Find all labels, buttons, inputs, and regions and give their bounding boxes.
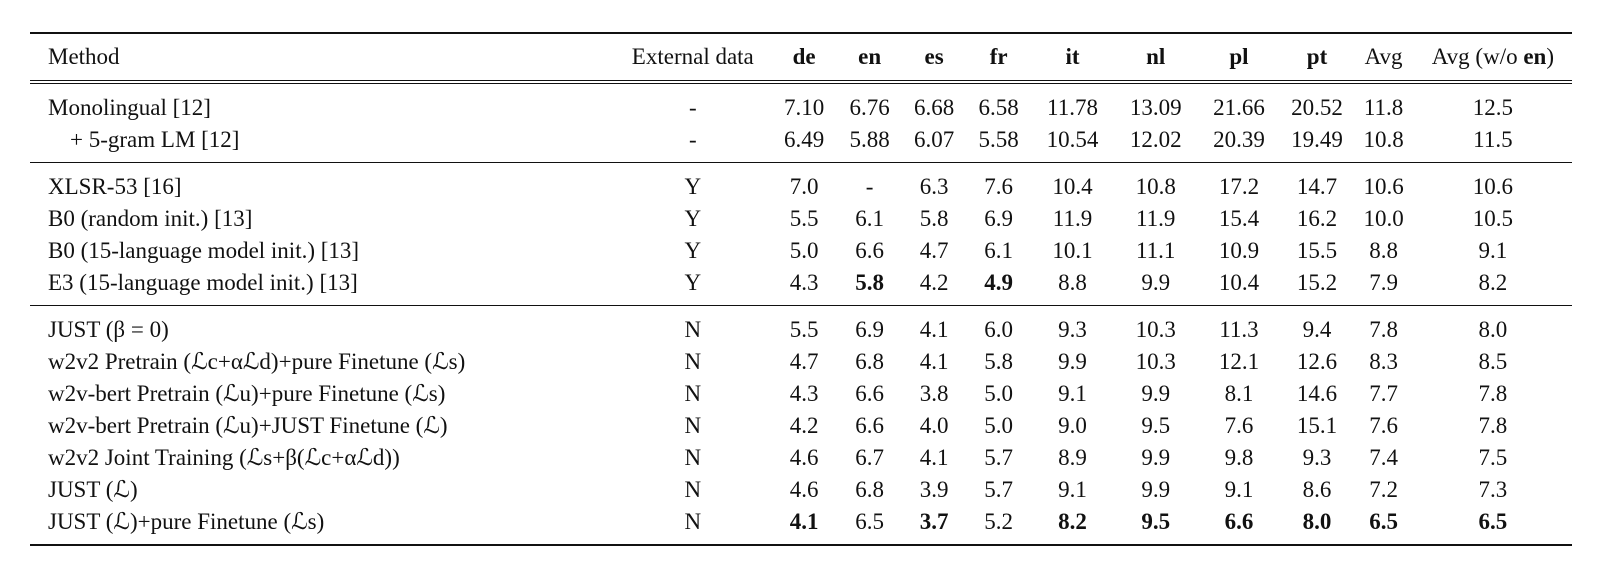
cell-nl: 11.9 [1136,206,1176,231]
cell-nl: 13.09 [1129,95,1182,120]
cell-pl: 6.6 [1197,506,1280,545]
cell-de: 4.1 [771,506,838,545]
cell-method: JUST (β = 0) [30,306,615,347]
cell-it: 11.78 [1047,95,1098,120]
cell-nl: 10.3 [1135,349,1176,374]
cell-pl: 11.3 [1197,306,1280,347]
cell-method: w2v2 Joint Training (ℒs+β(ℒc+αℒd)) [48,445,400,470]
table-row [30,410,1572,442]
cell-avg-wo-en: 10.5 [1472,206,1513,231]
cell-pt: 19.49 [1291,127,1343,152]
cell-pl: 9.8 [1224,445,1254,470]
header-it: it [1065,44,1080,69]
cell-nl: 9.5 [1114,506,1197,545]
cell-avg-wo-en: 7.8 [1478,381,1508,406]
cell-pl: 21.66 [1213,95,1265,120]
cell-pt: 15.5 [1296,238,1338,263]
cell-es: 4.1 [902,306,967,347]
cell-avg-wo-en: 6.5 [1414,506,1572,545]
cell-avg: 7.4 [1369,445,1398,470]
cell-avg: 10.0 [1363,206,1404,231]
cell-es: 6.3 [902,163,967,204]
cell-pt: 14.7 [1281,163,1354,204]
cell-method: B0 (15-language model init.) [13] [48,238,360,263]
cell-avg-wo-en: 8.0 [1414,306,1572,347]
cell-pl: 7.6 [1224,413,1254,438]
cell-fr: 5.2 [966,506,1031,545]
cell-nl: 9.9 [1141,381,1171,406]
header-avg-wo-en [1414,33,1572,82]
cell-pl: 9.1 [1224,477,1254,502]
cell-it: 9.1 [1058,381,1087,406]
header-method: Method [48,44,120,69]
cell-external-data: - [688,95,697,120]
cell-it: 10.1 [1052,238,1093,263]
cell-en: 6.9 [837,306,902,347]
cell-pt: 15.1 [1296,413,1338,438]
cell-de: 4.2 [789,413,819,438]
cell-method: w2v-bert Pretrain (ℒu)+JUST Finetune (ℒ) [48,413,448,438]
header-nl: nl [1146,44,1166,69]
table-row [30,163,1572,204]
cell-fr: 5.7 [984,445,1014,470]
cell-it: 11.9 [1052,206,1093,231]
cell-avg: 7.2 [1369,477,1398,502]
cell-nl: 12.02 [1129,127,1182,152]
cell-pt: 8.0 [1281,506,1354,545]
cell-avg-wo-en: 7.8 [1478,413,1508,438]
cell-pl: 10.4 [1218,270,1260,295]
cell-de: 4.6 [789,445,819,470]
header-de: de [792,44,816,69]
header-avg-wo-en-text: Avg (w/o en) [1431,44,1554,69]
cell-de: 6.49 [783,127,825,152]
cell-fr: 4.9 [984,270,1014,295]
cell-en: 6.8 [855,477,885,502]
cell-fr: 5.0 [984,381,1014,406]
cell-nl: 9.9 [1141,445,1171,470]
cell-es: 3.8 [919,381,949,406]
header-pl: pl [1229,44,1249,69]
cell-avg: 7.6 [1369,413,1398,438]
cell-pt: 12.6 [1296,349,1338,374]
cell-pt: 9.4 [1281,306,1354,347]
cell-pl: 10.9 [1218,238,1260,263]
cell-external-data: Y [684,238,702,263]
cell-avg: 6.5 [1353,506,1413,545]
cell-it: 10.54 [1046,127,1099,152]
cell-external-data: N [615,506,771,545]
cell-external-data: N [615,306,771,347]
cell-it: 8.9 [1058,445,1087,470]
cell-es: 4.2 [919,270,949,295]
cell-en: 6.6 [855,238,885,263]
cell-pt: 15.2 [1296,270,1338,295]
cell-fr: 5.8 [984,349,1014,374]
table-row [30,267,1572,306]
cell-nl: 11.1 [1136,238,1176,263]
cell-avg-wo-en: 12.5 [1472,95,1513,120]
table-header-row [30,33,1572,82]
cell-de: 4.3 [789,270,819,295]
cell-es: 4.1 [919,349,949,374]
cell-it: 8.2 [1031,506,1114,545]
header-avg: Avg [1364,44,1403,69]
cell-it: 8.8 [1058,270,1087,295]
cell-pl: 15.4 [1218,206,1260,231]
cell-en: 6.5 [837,506,902,545]
cell-pt: 9.3 [1302,445,1332,470]
cell-en: 6.8 [855,349,885,374]
cell-method: + 5-gram LM [12] [70,127,240,152]
cell-fr: 6.0 [966,306,1031,347]
cell-fr: 7.6 [966,163,1031,204]
cell-en: 5.8 [855,270,885,295]
cell-fr: 6.58 [978,95,1019,120]
cell-en: 6.6 [855,381,885,406]
cell-avg: 8.8 [1369,238,1398,263]
cell-avg: 10.6 [1353,163,1413,204]
cell-external-data: N [684,381,702,406]
cell-avg: 10.8 [1363,127,1404,152]
header-external-data: External data [631,44,754,69]
results-table-container [30,32,1572,546]
cell-avg: 7.9 [1369,270,1398,295]
cell-it: 9.9 [1058,349,1087,374]
cell-es: 4.1 [919,445,949,470]
cell-pl: 17.2 [1197,163,1280,204]
cell-nl: 9.9 [1141,477,1171,502]
cell-pt: 20.52 [1291,95,1343,120]
cell-de: 7.0 [771,163,838,204]
cell-external-data: - [688,127,697,152]
cell-it: 10.4 [1031,163,1114,204]
cell-de: 7.10 [783,95,825,120]
table-row [30,203,1572,235]
cell-es: 6.07 [914,127,955,152]
results-table [30,32,1572,546]
cell-de: 5.0 [789,238,819,263]
header-pt: pt [1306,44,1328,69]
cell-method: Monolingual [12] [48,95,211,120]
cell-pt: 16.2 [1296,206,1338,231]
cell-pt: 8.6 [1302,477,1332,502]
table-row [30,124,1572,163]
cell-es: 6.68 [914,95,955,120]
cell-avg: 7.8 [1353,306,1413,347]
cell-fr: 5.0 [984,413,1014,438]
cell-fr: 6.9 [984,206,1014,231]
header-en: en [858,44,882,69]
cell-nl: 10.8 [1114,163,1197,204]
cell-it: 9.3 [1031,306,1114,347]
cell-de: 4.6 [789,477,819,502]
cell-avg-wo-en: 11.5 [1473,127,1513,152]
cell-nl: 9.9 [1141,270,1171,295]
cell-de: 5.5 [789,206,819,231]
cell-external-data: N [684,413,702,438]
cell-external-data: Y [684,206,702,231]
cell-es: 3.7 [902,506,967,545]
cell-it: 9.1 [1058,477,1087,502]
cell-method: E3 (15-language model init.) [13] [48,270,358,295]
cell-avg: 8.3 [1369,349,1398,374]
cell-external-data: Y [615,163,771,204]
cell-external-data: N [684,477,702,502]
cell-method: JUST (ℒ)+pure Finetune (ℒs) [30,506,615,545]
cell-avg-wo-en: 8.2 [1478,270,1508,295]
cell-method: XLSR-53 [16] [30,163,615,204]
cell-en: 6.6 [855,413,885,438]
cell-pt: 14.6 [1296,381,1338,406]
cell-es: 3.9 [919,477,949,502]
cell-en: - [837,163,902,204]
cell-avg-wo-en: 8.5 [1478,349,1508,374]
cell-nl: 9.5 [1141,413,1171,438]
table-row [30,346,1572,378]
cell-it: 9.0 [1058,413,1087,438]
cell-avg: 11.8 [1363,95,1404,120]
table-row [30,306,1572,347]
table-row [30,378,1572,410]
cell-avg-wo-en: 10.6 [1414,163,1572,204]
cell-es: 4.0 [919,413,949,438]
cell-avg-wo-en: 7.3 [1478,477,1508,502]
cell-external-data: Y [684,270,702,295]
header-es: es [924,44,944,69]
cell-en: 5.88 [849,127,890,152]
cell-pl: 20.39 [1213,127,1265,152]
cell-external-data: N [684,349,702,374]
cell-external-data: N [684,445,702,470]
cell-avg: 7.7 [1369,381,1398,406]
cell-nl: 10.3 [1114,306,1197,347]
table-row [30,474,1572,506]
cell-de: 4.3 [789,381,819,406]
table-row [30,235,1572,267]
table-row [30,82,1572,124]
cell-avg-wo-en: 9.1 [1478,238,1508,263]
cell-en: 6.76 [849,95,890,120]
table-body [30,82,1572,545]
cell-method: JUST (ℒ) [48,477,138,502]
cell-fr: 5.58 [978,127,1019,152]
cell-fr: 5.7 [984,477,1014,502]
cell-method: w2v2 Pretrain (ℒc+αℒd)+pure Finetune (ℒs) [48,349,466,374]
header-fr: fr [989,44,1008,69]
cell-pl: 12.1 [1218,349,1260,374]
cell-de: 5.5 [771,306,838,347]
cell-method: w2v-bert Pretrain (ℒu)+pure Finetune (ℒs) [48,381,446,406]
cell-fr: 6.1 [984,238,1014,263]
cell-en: 6.1 [855,206,885,231]
cell-es: 4.7 [919,238,949,263]
cell-es: 5.8 [919,206,949,231]
cell-de: 4.7 [789,349,819,374]
cell-en: 6.7 [855,445,885,470]
cell-avg-wo-en: 7.5 [1478,445,1508,470]
table-row [30,442,1572,474]
cell-method: B0 (random init.) [13] [48,206,253,231]
cell-pl: 8.1 [1224,381,1254,406]
table-row [30,506,1572,545]
